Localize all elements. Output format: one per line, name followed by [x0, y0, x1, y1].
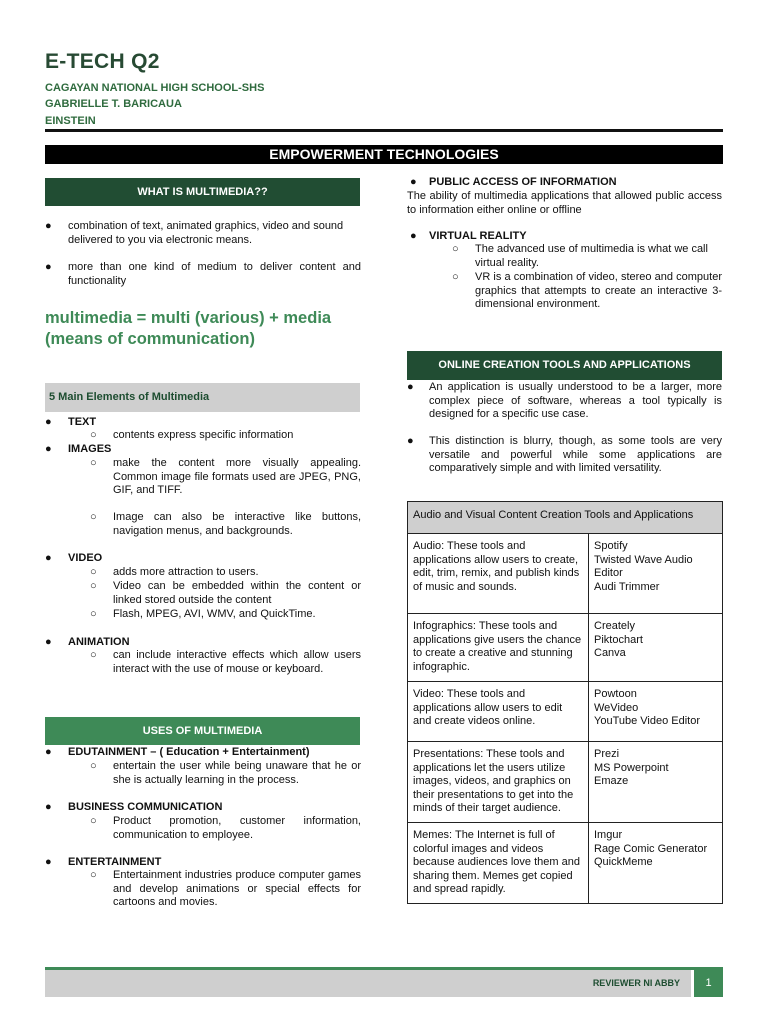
table-cell-desc: Presentations: These tools and applications let the users utilize images, videos, and graphics on their presentations to get into the minds of their target audience.	[408, 742, 589, 823]
formula-line-1: multimedia = multi (various) + media	[45, 309, 332, 327]
virtual-reality-title: VIRTUAL REALITY	[429, 230, 527, 242]
table-row	[408, 614, 723, 682]
tools-table	[407, 501, 723, 904]
table-cell-desc: Infographics: These tools and applications give users the chance to create a creative and stunning infographic.	[408, 614, 589, 682]
document-title: E-TECH Q2	[45, 50, 160, 73]
bullet-icon: ●	[407, 435, 414, 447]
virtual-reality-desc-2: VR is a combination of video, stereo and computer graphics that attempts to create an interactive 3- dimensional environment.	[475, 271, 722, 310]
use-business-desc: Product promotion, customer information, communication to employee.	[113, 815, 361, 841]
tools-table-header: Audio and Visual Content Creation Tools and Applications	[408, 502, 723, 534]
circle-bullet-icon: ○	[452, 271, 459, 283]
bullet-icon: ●	[45, 416, 52, 428]
circle-bullet-icon: ○	[90, 429, 97, 441]
online-bullet-2: This distinction is blurry, though, as some tools are very versatile and powerful while some applications are comparatively simple and with limited versatility.	[429, 435, 722, 474]
table-row	[408, 742, 723, 823]
table-cell-tools: Imgur Rage Comic Generator QuickMeme	[589, 823, 723, 904]
online-tools-heading: ONLINE CREATION TOOLS AND APPLICATIONS	[407, 351, 722, 380]
school-name: CAGAYAN NATIONAL HIGH SCHOOL-SHS	[45, 82, 265, 94]
subject-banner: EMPOWERMENT TECHNOLOGIES	[45, 145, 723, 164]
circle-bullet-icon: ○	[90, 566, 97, 578]
circle-bullet-icon: ○	[90, 869, 97, 881]
circle-bullet-icon: ○	[90, 511, 97, 523]
multimedia-formula	[45, 308, 375, 350]
table-cell-desc: Memes: The Internet is full of colorful images and videos because audiences love them and sharing them. Memes get copied and spread rapidly.	[408, 823, 589, 904]
circle-bullet-icon: ○	[452, 243, 459, 255]
circle-bullet-icon: ○	[90, 815, 97, 827]
header-rule	[45, 129, 723, 132]
table-cell-tools: Powtoon WeVideo YouTube Video Editor	[589, 682, 723, 742]
bullet-icon: ●	[45, 261, 52, 273]
element-animation-title: ANIMATION	[68, 636, 130, 648]
section-name: EINSTEIN	[45, 115, 96, 127]
circle-bullet-icon: ○	[90, 580, 97, 592]
what-bullet-2: more than one kind of medium to deliver content and functionality	[68, 261, 361, 287]
element-text-desc: contents express specific information	[113, 429, 294, 441]
element-video-desc-2: Video can be embedded within the content or linked stored outside the content	[113, 580, 361, 606]
public-access-desc: The ability of multimedia applications that allowed public access to information either online or offline	[407, 190, 722, 216]
table-row	[408, 534, 723, 614]
what-bullet-1: combination of text, animated graphics, video and sound delivered to you via electronic means.	[68, 220, 344, 246]
what-is-multimedia-heading: WHAT IS MULTIMEDIA??	[45, 178, 360, 206]
element-images-desc-2: Image can also be interactive like buttons, navigation menus, and backgrounds.	[113, 511, 361, 537]
circle-bullet-icon: ○	[90, 608, 97, 620]
use-business-title: BUSINESS COMMUNICATION	[68, 801, 223, 813]
bullet-icon: ●	[410, 176, 417, 188]
circle-bullet-icon: ○	[90, 760, 97, 772]
use-entertainment-desc: Entertainment industries produce computer games and develop animations or special effects for cartoons and movies.	[113, 869, 361, 908]
bullet-icon: ●	[407, 381, 414, 393]
element-video-desc-3: Flash, MPEG, AVI, WMV, and QuickTime.	[113, 608, 316, 620]
bullet-icon: ●	[45, 746, 52, 758]
virtual-reality-desc-1: The advanced use of multimedia is what we call virtual reality.	[475, 243, 708, 269]
bullet-icon: ●	[45, 443, 52, 455]
element-video-title: VIDEO	[68, 552, 103, 564]
bullet-icon: ●	[45, 801, 52, 813]
element-video-desc-1: adds more attraction to users.	[113, 566, 259, 578]
table-row	[408, 823, 723, 904]
element-animation-desc: can include interactive effects which allow users interact with the use of mouse or keyboard.	[113, 649, 361, 675]
page-number: 1	[694, 970, 723, 997]
element-images-title: IMAGES	[68, 443, 112, 455]
table-row	[408, 682, 723, 742]
use-edutainment-desc: entertain the user while being unaware that he or she is actually learning in the process.	[113, 760, 361, 786]
table-cell-desc: Audio: These tools and applications allow users to create, edit, trim, remix, and publish kinds of music and sounds.	[408, 534, 589, 614]
table-cell-tools: Creately Piktochart Canva	[589, 614, 723, 682]
use-edutainment-title: EDUTAINMENT – ( Education + Entertainment)	[68, 746, 310, 758]
table-cell-desc: Video: These tools and applications allow users to edit and create videos online.	[408, 682, 589, 742]
bullet-icon: ●	[45, 856, 52, 868]
table-cell-tools: Prezi MS Powerpoint Emaze	[589, 742, 723, 823]
footer-label: REVIEWER NI ABBY	[592, 978, 680, 988]
bullet-icon: ●	[410, 230, 417, 242]
element-images-desc-1: make the content more visually appealing. Common image file formats used are JPEG, PNG, GIF, and TIFF.	[113, 457, 361, 496]
bullet-icon: ●	[45, 220, 52, 232]
main-elements-heading: 5 Main Elements of Multimedia	[45, 383, 360, 412]
bullet-icon: ●	[45, 636, 52, 648]
bullet-icon: ●	[45, 552, 52, 564]
online-bullet-1: An application is usually understood to be a larger, more complex piece of software, whereas a tool typically is designed for a specific use case.	[429, 381, 722, 420]
author-name: GABRIELLE T. BARICAUA	[45, 98, 182, 110]
formula-line-2: (means of communication)	[45, 330, 255, 348]
element-text-title: TEXT	[68, 416, 97, 428]
public-access-title: PUBLIC ACCESS OF INFORMATION	[429, 176, 617, 188]
use-entertainment-title: ENTERTAINMENT	[68, 856, 162, 868]
circle-bullet-icon: ○	[90, 457, 97, 469]
table-cell-tools: Spotify Twisted Wave Audio Editor Audi Trimmer	[589, 534, 723, 614]
uses-of-multimedia-heading: USES OF MULTIMEDIA	[45, 717, 360, 745]
circle-bullet-icon: ○	[90, 649, 97, 661]
